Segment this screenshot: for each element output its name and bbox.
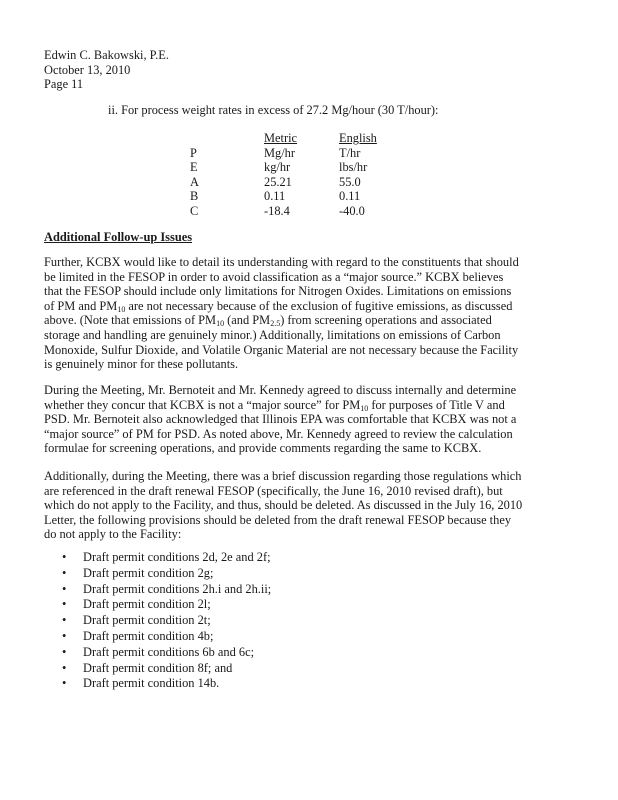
paragraph-line: Letter, the following provisions should be deleted from the draft renewal FESOP because they [44, 512, 512, 527]
table-cell: -40.0 [339, 203, 365, 218]
table-cell: C [190, 203, 199, 218]
paragraph-line [44, 299, 574, 314]
list-item-text: Draft permit condition 2g; [83, 565, 214, 580]
page-number: Page 11 [44, 77, 84, 91]
list-item-text: Draft permit conditions 6b and 6c; [83, 644, 255, 659]
paragraph-line: do not apply to the Facility: [44, 527, 182, 542]
list-item-text: Draft permit condition 14b. [83, 676, 220, 691]
paragraph-line: PSD. Mr. Bernoteit also acknowledged that Illinois EPA was comfortable that KCBX was not a [44, 412, 517, 427]
table-cell: -18.4 [264, 203, 290, 218]
subscript: 10 [216, 319, 225, 329]
text-run: whether they concur that KCBX is not a “major source” for PM [44, 397, 361, 412]
table-header-cell: Metric [264, 131, 298, 145]
bullet-icon: • [62, 644, 67, 659]
list-item-text: Draft permit condition 2l; [83, 597, 211, 612]
paragraph-regulations [44, 469, 574, 542]
paragraph-line: “major source” of PM for PSD. As noted above, Mr. Kennedy agreed to review the calculation [44, 426, 513, 441]
paragraph-constituents [44, 255, 574, 372]
intro-item: ii. For process weight rates in excess of 27.2 Mg/hour (30 T/hour): [108, 103, 439, 117]
bullet-icon: • [62, 660, 67, 675]
table-cell: P [190, 145, 197, 160]
letter-header [44, 48, 169, 92]
table-cell: lbs/hr [339, 160, 368, 175]
paragraph-line: are referenced in the draft renewal FESOP (specifically, the June 16, 2010 revised draft), but [44, 483, 503, 498]
table-cell: 0.11 [339, 189, 361, 204]
paragraph-line: formulae for screening operations, and provide comments regarding the same to KCBX. [44, 441, 482, 456]
paragraph-line: which do not apply to the Facility, and thus, should be deleted. As discussed in the July 16, 2010 [44, 498, 523, 513]
table-row [190, 189, 399, 204]
table-cell: B [190, 189, 199, 204]
list-item-text: Draft permit conditions 2d, 2e and 2f; [83, 550, 271, 564]
bullet-icon: • [62, 581, 67, 596]
list-item [62, 566, 271, 582]
letter-date: October 13, 2010 [44, 62, 131, 77]
subscript: 10 [117, 304, 126, 314]
paragraph-line: Further, KCBX would like to detail its understanding with regard to the constituents that should [44, 255, 519, 269]
list-item [62, 645, 271, 661]
table-row [190, 146, 399, 161]
paragraph-line: Additionally, during the Meeting, there was a brief discussion regarding those regulations which [44, 469, 522, 483]
table-cell: A [190, 174, 199, 189]
bullet-icon: • [62, 565, 67, 580]
table-header-cell: English [339, 131, 377, 145]
text-run: above. (Note that emissions of PM [44, 313, 217, 328]
list-item-text: Draft permit conditions 2h.i and 2h.ii; [83, 581, 272, 596]
paragraph-line: Monoxide, Sulfur Dioxide, and Volatile Organic Material are not necessary because the Facility [44, 342, 519, 357]
list-item [62, 597, 271, 613]
text-run: (and PM [224, 313, 271, 328]
text-run: for purposes of Title V and [368, 397, 505, 412]
list-item [62, 582, 271, 598]
list-item [62, 613, 271, 629]
list-item-text: Draft permit condition 4b; [83, 628, 214, 643]
paragraph-line: During the Meeting, Mr. Bernoteit and Mr. Kennedy agreed to discuss internally and determine [44, 383, 517, 397]
table-cell: 55.0 [339, 174, 361, 189]
paragraph-line: be limited in the FESOP in order to avoid classification as a “major source.” KCBX believes [44, 269, 504, 284]
table-cell: Mg/hr [264, 145, 295, 160]
section-heading: Additional Follow-up Issues [44, 230, 193, 244]
list-item-text: Draft permit condition 8f; and [83, 660, 233, 675]
bullet-icon: • [62, 597, 67, 612]
table-header-row [190, 131, 399, 146]
list-item [62, 676, 271, 692]
paragraph-line [44, 313, 574, 328]
units-table [190, 131, 399, 219]
table-row [190, 175, 399, 190]
paragraph-line [44, 398, 574, 413]
text-run: of PM and PM [44, 298, 118, 313]
recipient-name: Edwin C. Bakowski, P.E. [44, 48, 169, 62]
bullet-icon: • [62, 628, 67, 643]
paragraph-meeting [44, 383, 574, 456]
bullet-icon: • [62, 550, 67, 564]
list-item [62, 661, 271, 677]
paragraph-line: is genuinely minor for these pollutants. [44, 357, 239, 372]
provisions-list [62, 550, 271, 692]
list-item [62, 550, 271, 566]
table-row [190, 160, 399, 175]
table-header-cell [190, 131, 264, 146]
paragraph-line: storage and handling are genuinely minor.) Additionally, limitations on emissions of Carbon [44, 327, 501, 342]
list-item-text: Draft permit condition 2t; [83, 613, 211, 628]
table-cell: 0.11 [264, 189, 286, 204]
bullet-icon: • [62, 613, 67, 628]
table-cell: T/hr [339, 145, 361, 160]
subscript: 2.5 [270, 319, 281, 329]
bullet-icon: • [62, 676, 67, 691]
table-cell: kg/hr [264, 160, 291, 175]
list-item [62, 629, 271, 645]
text-run: are not necessary because of the exclusion of fugitive emissions, as discussed [125, 298, 513, 313]
subscript: 10 [360, 403, 369, 413]
table-cell: E [190, 160, 198, 175]
table-row [190, 204, 399, 219]
text-run: ) from screening operations and associated [280, 313, 492, 328]
table-cell: 25.21 [264, 174, 292, 189]
paragraph-line: that the FESOP should include only limitations for Nitrogen Oxides. Limitations on emissions [44, 284, 512, 299]
